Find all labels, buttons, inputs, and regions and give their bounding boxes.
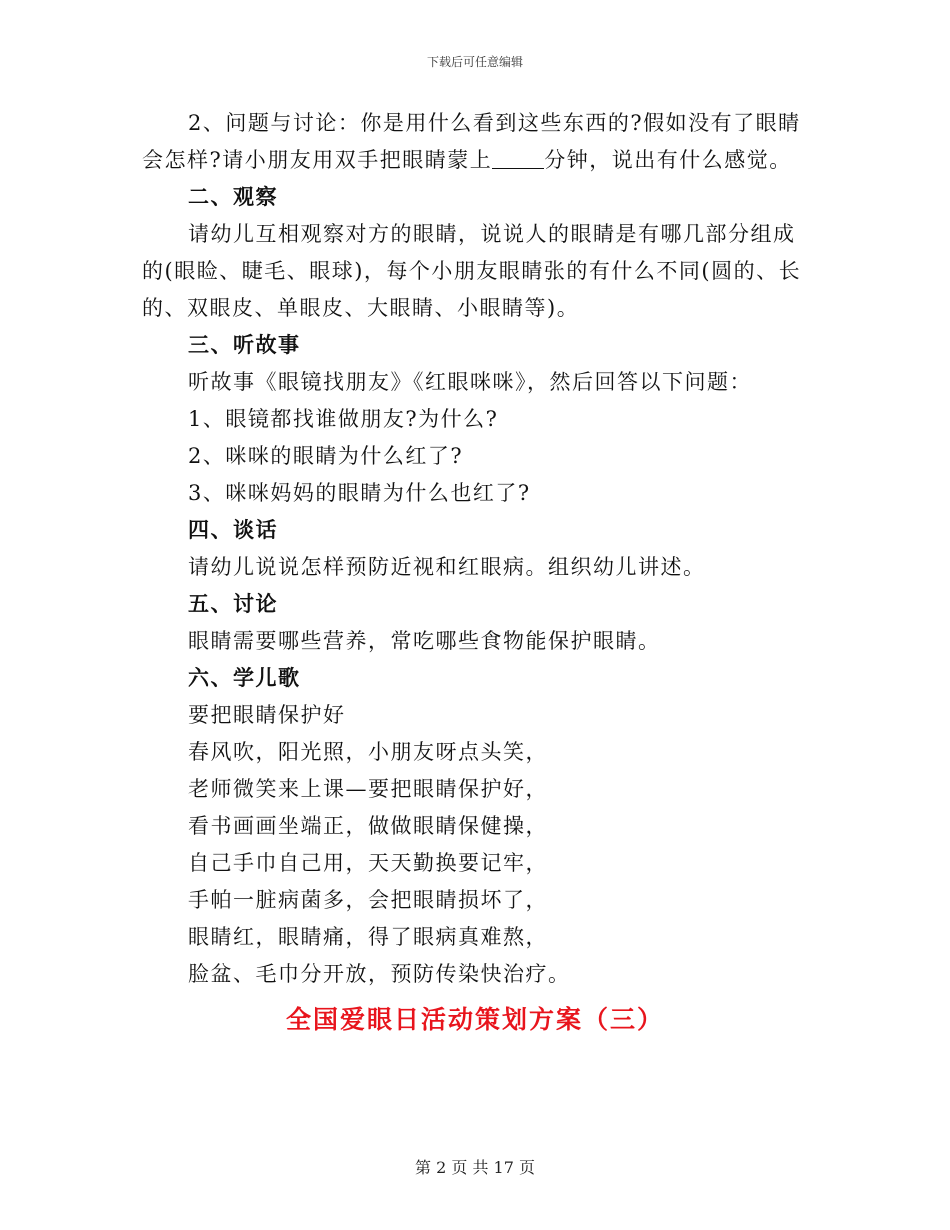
section-6-heading: 六、学儿歌 <box>188 666 301 690</box>
song-line: 老师微笑来上课—要把眼睛保护好， <box>188 777 548 801</box>
page-footer: 第 2 页 共 17 页 <box>415 1158 535 1177</box>
section-3-heading: 三、听故事 <box>188 333 301 357</box>
section-4-heading: 四、谈话 <box>188 518 278 542</box>
story-question: 3、咪咪妈妈的眼睛为什么也红了? <box>188 481 531 505</box>
page-header: 下载后可任意编辑 <box>426 55 523 69</box>
question-2-paragraph <box>142 105 812 179</box>
document-body <box>142 105 812 993</box>
song-line: 要把眼睛保护好 <box>188 703 346 727</box>
fill-in-blank <box>492 148 544 169</box>
song-line: 自己手巾自己用，天天勤换要记牢， <box>188 851 548 875</box>
story-question: 1、眼镜都找谁做朋友?为什么? <box>188 407 499 431</box>
section-5-heading: 五、讨论 <box>188 592 278 616</box>
section-title: 全国爱眼日活动策划方案（三） <box>285 1005 664 1034</box>
section-2-heading: 二、观察 <box>188 185 278 209</box>
song-line: 眼睛红，眼睛痛，得了眼病真难熬， <box>188 925 548 949</box>
question-2-text-end: 分钟，说出有什么感觉。 <box>544 148 792 172</box>
song-line: 脸盆、毛巾分开放，预防传染快治疗。 <box>188 962 571 986</box>
section-2-paragraph: 请幼儿互相观察对方的眼睛，说说人的眼睛是有哪几部分组成的(眼睑、睫毛、眼球)，每个小朋友眼睛张的有什么不同(圆的、长的、双眼皮、单眼皮、大眼睛、小眼睛等)。 <box>142 222 802 320</box>
song-line: 手帕一脏病菌多，会把眼睛损坏了， <box>188 888 548 912</box>
question-2-text: 2、问题与讨论：你是用什么看到这些东西的?假如没有了眼睛会怎样?请小朋友用双手把眼睛蒙上 <box>142 111 801 172</box>
section-4-paragraph: 请幼儿说说怎样预防近视和红眼病。组织幼儿讲述。 <box>188 555 706 579</box>
section-3-intro: 听故事《眼镜找朋友》《红眼咪咪》，然后回答以下问题： <box>188 370 752 394</box>
song-line: 春风吹，阳光照，小朋友呀点头笑， <box>188 740 548 764</box>
song-line: 看书画画坐端正，做做眼睛保健操， <box>188 814 548 838</box>
section-5-paragraph: 眼睛需要哪些营养，常吃哪些食物能保护眼睛。 <box>188 629 661 653</box>
story-question: 2、咪咪的眼睛为什么红了? <box>188 444 464 468</box>
